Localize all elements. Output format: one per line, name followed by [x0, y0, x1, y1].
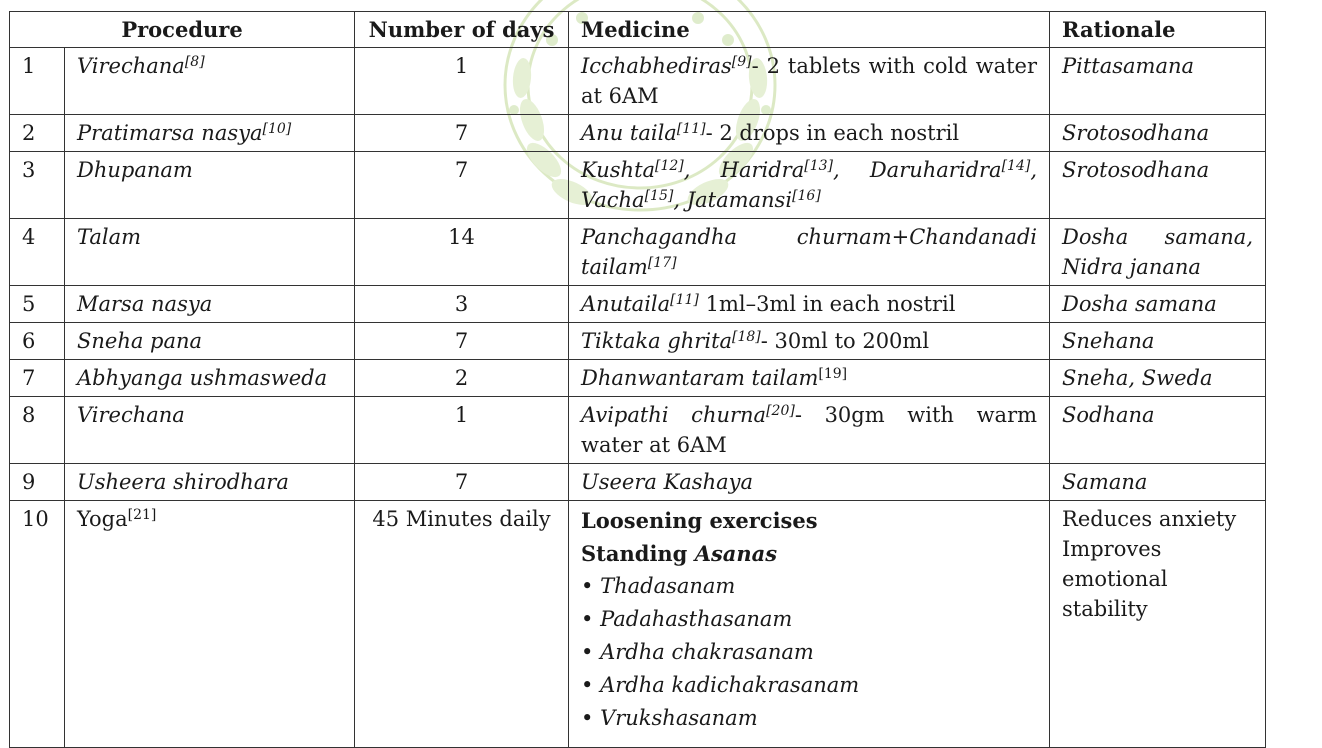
row-number: 1: [10, 48, 65, 115]
row-number: 3: [10, 152, 65, 219]
rationale-cell: Sodhana: [1050, 397, 1266, 464]
reference-marker: [18]: [732, 329, 761, 345]
medicine-detail: - 30gm with warm water at 6AM: [581, 403, 1038, 457]
medicine-detail: - 2 drops in each nostril: [705, 121, 960, 145]
reference-marker: [13]: [804, 158, 833, 174]
days-cell: 7: [355, 115, 569, 152]
rationale-cell: Pittasamana: [1050, 48, 1266, 115]
days-cell: 7: [355, 152, 569, 219]
medicine-cell: [569, 360, 1050, 397]
reference-marker: [21]: [127, 507, 157, 523]
table-row: [10, 323, 1266, 360]
medicine-cell: [569, 397, 1050, 464]
rationale-cell: Snehana: [1050, 323, 1266, 360]
medicine-cell: [569, 152, 1050, 219]
medicine-name: Kushta: [581, 158, 656, 182]
heading-italic: Asanas: [694, 541, 778, 566]
medicine-cell: [569, 219, 1050, 286]
procedure-cell: Talam: [65, 219, 355, 286]
table-row: [10, 219, 1266, 286]
reference-marker: [19]: [818, 366, 848, 382]
rationale-cell: Srotosodhana: [1050, 115, 1266, 152]
table-row: [10, 286, 1266, 323]
medicine-name: Jatamansi: [686, 188, 793, 212]
yoga-heading-standing: [581, 537, 1037, 570]
header-medicine: Medicine: [569, 12, 1050, 48]
medicine-cell: [569, 323, 1050, 360]
heading-prefix: Standing: [581, 541, 695, 566]
rationale-cell: Samana: [1050, 464, 1266, 501]
medicine-cell: [569, 501, 1050, 748]
reference-marker: [16]: [792, 188, 821, 204]
days-cell: 1: [355, 48, 569, 115]
list-item: • Vrukshasanam: [581, 702, 1037, 735]
days-cell: 1: [355, 397, 569, 464]
table-row: [10, 464, 1266, 501]
treatment-table: [9, 11, 1266, 748]
rationale-line: Improves emotional stability: [1062, 537, 1168, 621]
medicine-name: Avipathi churna: [581, 403, 767, 427]
medicine-detail: - 30ml to 200ml: [760, 329, 930, 353]
medicine-name: Anutaila: [581, 292, 671, 316]
days-cell: 2: [355, 360, 569, 397]
medicine-detail: - 2 tablets with cold water at 6AM: [581, 54, 1038, 108]
row-number: 6: [10, 323, 65, 360]
medicine-name: Panchagandha churnam+Chandanadi tailam: [581, 225, 1038, 279]
header-procedure: Procedure: [10, 12, 355, 48]
rationale-cell: Dosha samana: [1050, 286, 1266, 323]
days-cell: 3: [355, 286, 569, 323]
row-number: 9: [10, 464, 65, 501]
procedure-cell: [65, 501, 355, 748]
separator: ,: [832, 158, 870, 182]
medicine-cell: [569, 286, 1050, 323]
row-number: 5: [10, 286, 65, 323]
procedure-cell: Marsa nasya: [65, 286, 355, 323]
table-header-row: [10, 12, 1266, 48]
procedure-cell: Usheera shirodhara: [65, 464, 355, 501]
medicine-name: Tiktaka ghrita: [581, 329, 733, 353]
medicine-detail: 1ml–3ml in each nostril: [698, 292, 956, 316]
procedure-cell: Sneha pana: [65, 323, 355, 360]
reference-marker: [14]: [1001, 158, 1031, 174]
reference-marker: [10]: [262, 121, 292, 137]
table-row: [10, 48, 1266, 115]
row-number: 4: [10, 219, 65, 286]
days-cell: 7: [355, 323, 569, 360]
reference-marker: [15]: [644, 188, 674, 204]
table-row: [10, 397, 1266, 464]
procedure-cell: Dhupanam: [65, 152, 355, 219]
medicine-name: Icchabhediras: [581, 54, 732, 78]
reference-marker: [17]: [647, 255, 677, 271]
reference-marker: [11]: [676, 121, 706, 137]
procedure-cell: [65, 48, 355, 115]
procedure-cell: [65, 115, 355, 152]
days-cell: 45 Minutes daily: [355, 501, 569, 748]
procedure-name: Virechana: [77, 54, 185, 78]
table-row: [10, 115, 1266, 152]
header-days: Number of days: [355, 12, 569, 48]
days-cell: 7: [355, 464, 569, 501]
reference-marker: [20]: [766, 403, 795, 419]
medicine-cell: [569, 115, 1050, 152]
list-item: • Thadasanam: [581, 570, 1037, 603]
yoga-heading-loosening: Loosening exercises: [581, 508, 818, 533]
medicine-name: Dhanwantaram tailam: [581, 366, 819, 390]
medicine-cell: Useera Kashaya: [569, 464, 1050, 501]
procedure-cell: Abhyanga ushmasweda: [65, 360, 355, 397]
list-item: • Ardha kadichakrasanam: [581, 669, 1037, 702]
medicine-name: Anu taila: [581, 121, 677, 145]
rationale-cell: Dosha samana, Nidra janana: [1050, 219, 1266, 286]
table-row: [10, 360, 1266, 397]
table-row: [10, 501, 1266, 748]
list-item: • Padahasthasanam: [581, 603, 1037, 636]
reference-marker: [8]: [184, 54, 205, 70]
reference-marker: [11]: [670, 292, 699, 308]
rationale-cell: Srotosodhana: [1050, 152, 1266, 219]
row-number: 8: [10, 397, 65, 464]
days-cell: 14: [355, 219, 569, 286]
medicine-name: Haridra: [720, 158, 805, 182]
rationale-line: Reduces anxiety: [1062, 507, 1237, 531]
procedure-name: Pratimarsa nasya: [77, 121, 263, 145]
row-number: 2: [10, 115, 65, 152]
medicine-name: Vacha: [581, 188, 645, 212]
row-number: 10: [10, 501, 65, 748]
reference-marker: [9]: [731, 54, 752, 70]
table-row: [10, 152, 1266, 219]
rationale-cell: [1050, 501, 1266, 748]
separator: ,: [673, 188, 687, 212]
rationale-cell: Sneha, Sweda: [1050, 360, 1266, 397]
row-number: 7: [10, 360, 65, 397]
separator: ,: [1030, 158, 1038, 182]
reference-marker: [12]: [655, 158, 684, 174]
list-item: • Ardha chakrasanam: [581, 636, 1037, 669]
procedure-cell: Virechana: [65, 397, 355, 464]
header-rationale: Rationale: [1050, 12, 1266, 48]
asana-list: [581, 570, 1037, 735]
procedure-name: Yoga: [77, 507, 128, 531]
separator: ,: [683, 158, 721, 182]
medicine-name: Daruharidra: [869, 158, 1002, 182]
medicine-cell: [569, 48, 1050, 115]
